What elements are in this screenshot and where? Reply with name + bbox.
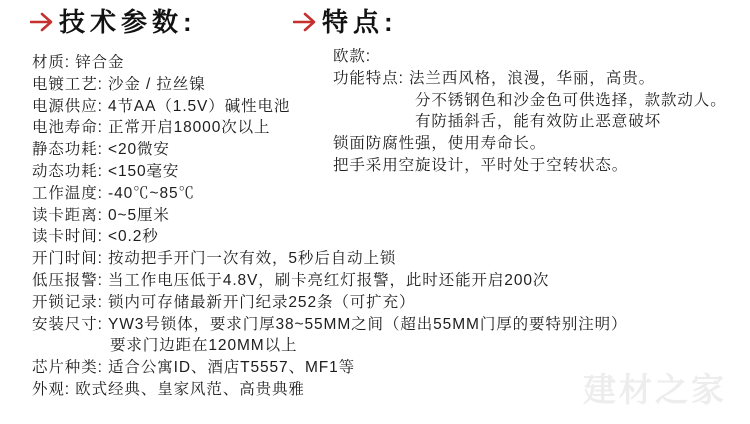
spec-line-appearance: 外观: 欧式经典、皇家风范、高贵典雅 (32, 380, 305, 398)
spec-line-working-temp: 工作温度: -40℃~85℃ (32, 184, 195, 202)
spec-line-open-time: 开门时间: 按动把手开门一次有效，5秒后自动上锁 (32, 250, 397, 268)
spec-line-card-time: 读卡时间: <0.2秒 (32, 228, 159, 246)
technical-section-title: 技术参数: (59, 7, 197, 37)
spec-line-material: 材质: 锌合金 (32, 54, 125, 71)
technical-section-header (30, 6, 197, 38)
spec-line-install-size: 安装尺寸: YW3号锁体，要求门厚38~55MM之间（超出55MM门厚的要特别注明） (32, 315, 628, 333)
features-section-title: 特点: (322, 7, 398, 37)
feature-line-anti-tamper: 有防插斜舌，能有效防止恶意破坏 (415, 113, 662, 131)
feature-line-style: 欧款: (333, 48, 372, 65)
spec-line-plating: 电镀工艺: 沙金 / 拉丝镍 (32, 75, 206, 93)
spec-line-card-distance: 读卡距离: 0~5厘米 (32, 206, 170, 224)
spec-line-low-voltage-alarm: 低压报警: 当工作电压低于4.8V，刷卡亮红灯报警，此时还能开启200次 (32, 271, 550, 289)
spec-line-install-size-cont: 要求门边距在120MM以上 (110, 337, 298, 355)
spec-line-power-supply: 电源供应: 4节AA（1.5V）碱性电池 (32, 97, 291, 115)
spec-line-chip-types: 芯片种类: 适合公寓ID、酒店T5557、MF1等 (32, 359, 356, 377)
red-right-arrow-icon (293, 10, 319, 34)
watermark: 建材之家 (583, 371, 727, 408)
spec-line-battery-life: 电池寿命: 正常开启18000次以上 (32, 119, 271, 137)
feature-line-corrosion: 锁面防腐性强，使用寿命长。 (333, 135, 547, 153)
feature-line-function: 功能特点: 法兰西风格，浪漫，华丽，高贵。 (333, 69, 656, 87)
feature-line-handle: 把手采用空旋设计，平时处于空转状态。 (333, 156, 629, 174)
features-section-header (293, 6, 398, 38)
spec-line-static-power: 静态功耗: <20微安 (32, 141, 170, 159)
red-right-arrow-icon (30, 10, 56, 34)
spec-line-unlock-records: 开锁记录: 锁内可存储最新开门纪录252条（可扩充） (32, 293, 416, 311)
spec-line-dynamic-power: 动态功耗: <150毫安 (32, 162, 180, 180)
feature-line-colors: 分不锈钢色和沙金色可供选择，款款动人。 (415, 91, 727, 109)
features-list (333, 46, 727, 177)
